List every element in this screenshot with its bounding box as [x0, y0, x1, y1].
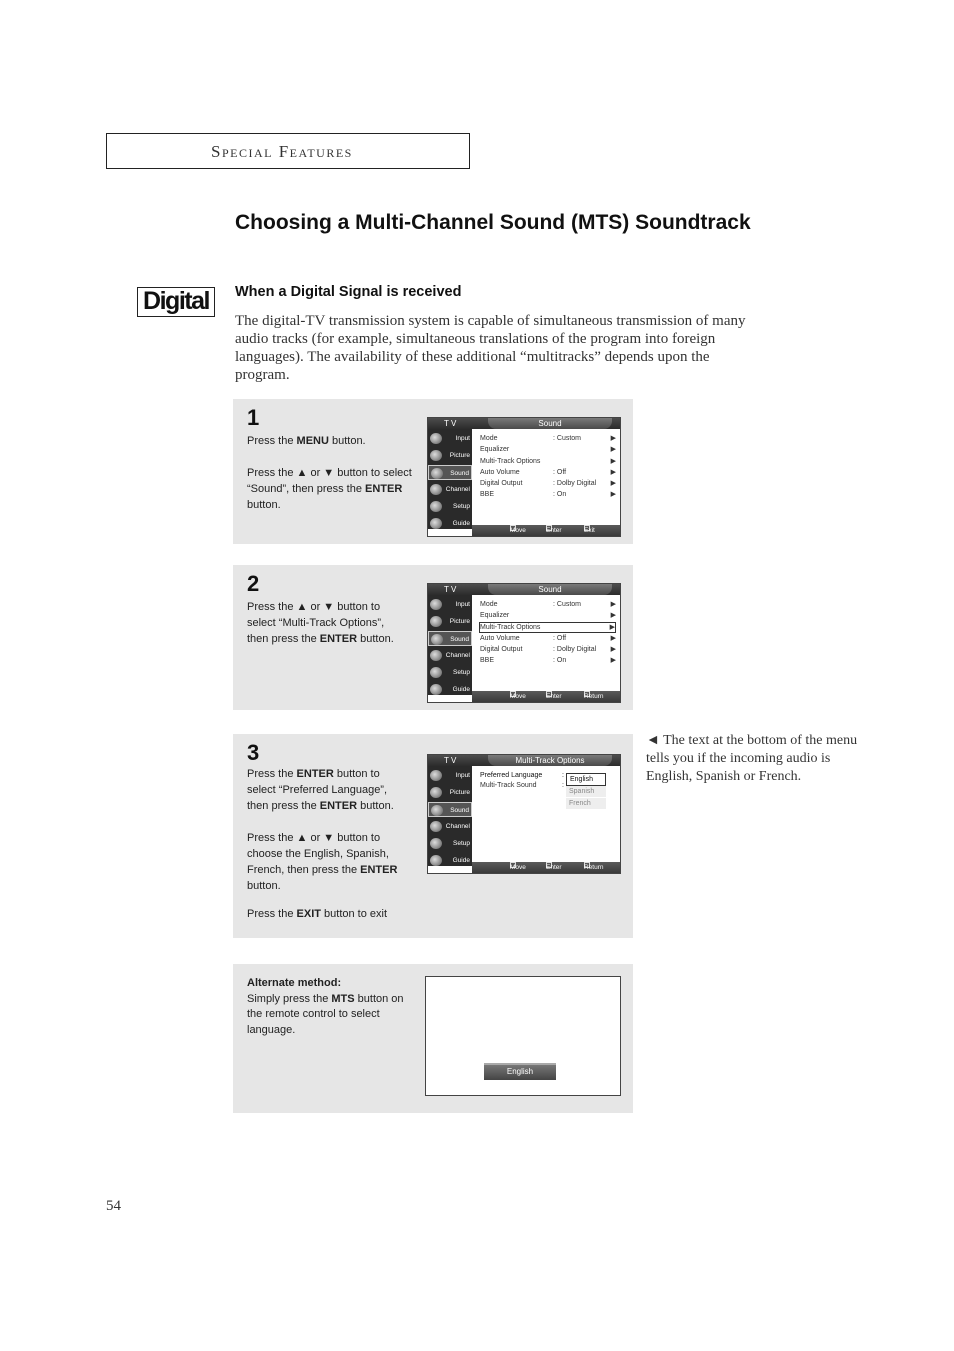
menu-row-digital-output[interactable]: Digital Output : Dolby Digital ▶	[480, 480, 616, 487]
sidebar-item-guide[interactable]: Guide	[428, 516, 472, 531]
language-option-spanish[interactable]: Spanish	[566, 786, 606, 798]
menu-row-multitrack-highlighted[interactable]: Multi-Track Options ▶	[480, 624, 615, 631]
channel-icon	[430, 821, 442, 832]
picture-icon	[430, 450, 442, 461]
tv-bottom-bar: Move Enter Return	[472, 691, 621, 703]
sidebar-item-channel[interactable]: Channel	[428, 648, 472, 663]
guide-icon	[430, 855, 442, 866]
step-2-panel	[233, 565, 633, 710]
menu-row-equalizer[interactable]: Equalizer ▶	[480, 612, 616, 619]
sidebar-item-guide[interactable]: Guide	[428, 853, 472, 868]
menu-row-equalizer[interactable]: Equalizer ▶	[480, 446, 616, 453]
section-header-label: Special Features	[211, 142, 353, 161]
step-1-text: Press the MENU button. Press the ▲ or ▼ button to select “Sound”, then press the ENTER button.	[247, 435, 412, 511]
menu-title: Sound	[488, 418, 612, 429]
guide-icon	[430, 684, 442, 695]
menu-row-mode[interactable]: Mode : Custom ▶	[480, 435, 616, 442]
tv-screen-multitrack	[427, 754, 621, 874]
sidebar-item-setup[interactable]: Setup	[428, 499, 472, 514]
sidebar-item-picture[interactable]: Picture	[428, 448, 472, 463]
sound-icon	[431, 468, 443, 479]
tv-screen-mts	[425, 976, 621, 1096]
setup-icon	[430, 838, 442, 849]
menu-row-preferred-language[interactable]: Preferred Language :	[480, 772, 564, 779]
language-option-french[interactable]: French	[566, 798, 606, 810]
arrow-right-icon: ▶	[610, 469, 616, 476]
menu-row-multitrack[interactable]: Multi-Track Options ▶	[480, 458, 616, 465]
tv-bottom-bar: Move Enter Return	[472, 862, 621, 874]
arrow-right-icon: ▶	[610, 446, 616, 453]
sidebar-item-guide[interactable]: Guide	[428, 682, 472, 697]
sidebar-item-channel[interactable]: Channel	[428, 819, 472, 834]
arrow-right-icon: ▶	[610, 458, 616, 465]
tv-title-bar: T V Multi-Track Options	[428, 755, 620, 766]
tv-bottom-bar: Move Enter Exit	[472, 525, 621, 537]
arrow-right-icon: ▶	[610, 657, 616, 664]
sound-icon	[431, 805, 443, 816]
arrow-right-icon: ▶	[610, 480, 616, 487]
input-icon	[430, 770, 442, 781]
language-option-english[interactable]: English	[566, 773, 606, 786]
side-note: ◄ The text at the bottom of the menu tells you if the incoming audio is English, Spanish or French.	[646, 733, 858, 784]
step-number: 3	[247, 740, 260, 765]
page-number: 54	[106, 1198, 121, 1214]
picture-icon	[430, 616, 442, 627]
menu-row-multitrack-sound[interactable]: Multi-Track Sound :	[480, 782, 564, 789]
channel-icon	[430, 650, 442, 661]
input-icon	[430, 599, 442, 610]
tv-sidebar	[428, 429, 472, 529]
sidebar-item-input[interactable]: Input	[428, 768, 472, 783]
channel-icon	[430, 484, 442, 495]
tv-screen-sound-menu	[427, 417, 621, 537]
alternate-method-panel	[233, 964, 633, 1113]
tv-title-bar: T V Sound	[428, 584, 620, 595]
step-3-text: Press the ENTER button to select “Preferred Language”, then press the ENTER button. Press the ▲ or ▼ button to choose the English, Spanish, French, then press the ENTER button. Press the EXIT button to exit	[247, 768, 398, 920]
sidebar-item-sound[interactable]: Sound	[428, 802, 472, 817]
sidebar-item-sound[interactable]: Sound	[428, 465, 472, 480]
arrow-right-icon: ▶	[610, 635, 616, 642]
arrow-right-icon: ▶	[610, 612, 616, 619]
step-number: 1	[247, 405, 260, 430]
tv-sidebar	[428, 766, 472, 866]
subheading: When a Digital Signal is received	[235, 284, 462, 300]
sidebar-item-picture[interactable]: Picture	[428, 614, 472, 629]
sidebar-item-picture[interactable]: Picture	[428, 785, 472, 800]
sidebar-item-input[interactable]: Input	[428, 597, 472, 612]
mts-language-label: English	[484, 1063, 556, 1080]
setup-icon	[430, 667, 442, 678]
menu-row-mode[interactable]: Mode : Custom ▶	[480, 601, 616, 608]
step-3-panel	[233, 734, 633, 938]
section-header-box	[106, 133, 470, 169]
tv-screen-sound-menu-2	[427, 583, 621, 703]
language-dropdown[interactable]	[566, 773, 606, 810]
input-icon	[430, 433, 442, 444]
arrow-right-icon: ▶	[610, 601, 616, 608]
picture-icon	[430, 787, 442, 798]
tv-sidebar	[428, 595, 472, 695]
arrow-right-icon: ▶	[610, 435, 616, 442]
menu-row-bbe[interactable]: BBE : On ▶	[480, 657, 616, 664]
step-2-text: Press the ▲ or ▼ button to select “Multi-Track Options”, then press the ENTER button.	[247, 601, 394, 645]
digital-badge: Digital	[137, 287, 215, 317]
step-number: 2	[247, 571, 260, 596]
guide-icon	[430, 518, 442, 529]
sound-icon	[431, 634, 443, 645]
tv-title-bar: T V Sound	[428, 418, 620, 429]
menu-title: Sound	[488, 584, 612, 595]
menu-row-digital-output[interactable]: Digital Output : Dolby Digital ▶	[480, 646, 616, 653]
sidebar-item-sound[interactable]: Sound	[428, 631, 472, 646]
step-1-panel	[233, 399, 633, 544]
menu-title: Multi-Track Options	[488, 755, 612, 766]
sidebar-item-setup[interactable]: Setup	[428, 836, 472, 851]
sidebar-item-input[interactable]: Input	[428, 431, 472, 446]
arrow-right-icon: ▶	[610, 646, 616, 653]
setup-icon	[430, 501, 442, 512]
sidebar-item-setup[interactable]: Setup	[428, 665, 472, 680]
arrow-right-icon: ▶	[609, 624, 615, 631]
page-title: Choosing a Multi-Channel Sound (MTS) Soundtrack	[235, 211, 751, 234]
menu-row-auto-volume[interactable]: Auto Volume : Off ▶	[480, 469, 616, 476]
menu-row-auto-volume[interactable]: Auto Volume : Off ▶	[480, 635, 616, 642]
sidebar-item-channel[interactable]: Channel	[428, 482, 472, 497]
arrow-right-icon: ▶	[610, 491, 616, 498]
intro-paragraph: The digital-TV transmission system is capable of simultaneous transmission of many audio tracks (for example, simultaneous translations of the program into foreign languages). The availability of these additional “multitracks” depends upon the program.	[235, 313, 746, 383]
alternate-text: Alternate method: Simply press the MTS button on the remote control to select language.	[247, 977, 404, 1036]
menu-row-bbe[interactable]: BBE : On ▶	[480, 491, 616, 498]
